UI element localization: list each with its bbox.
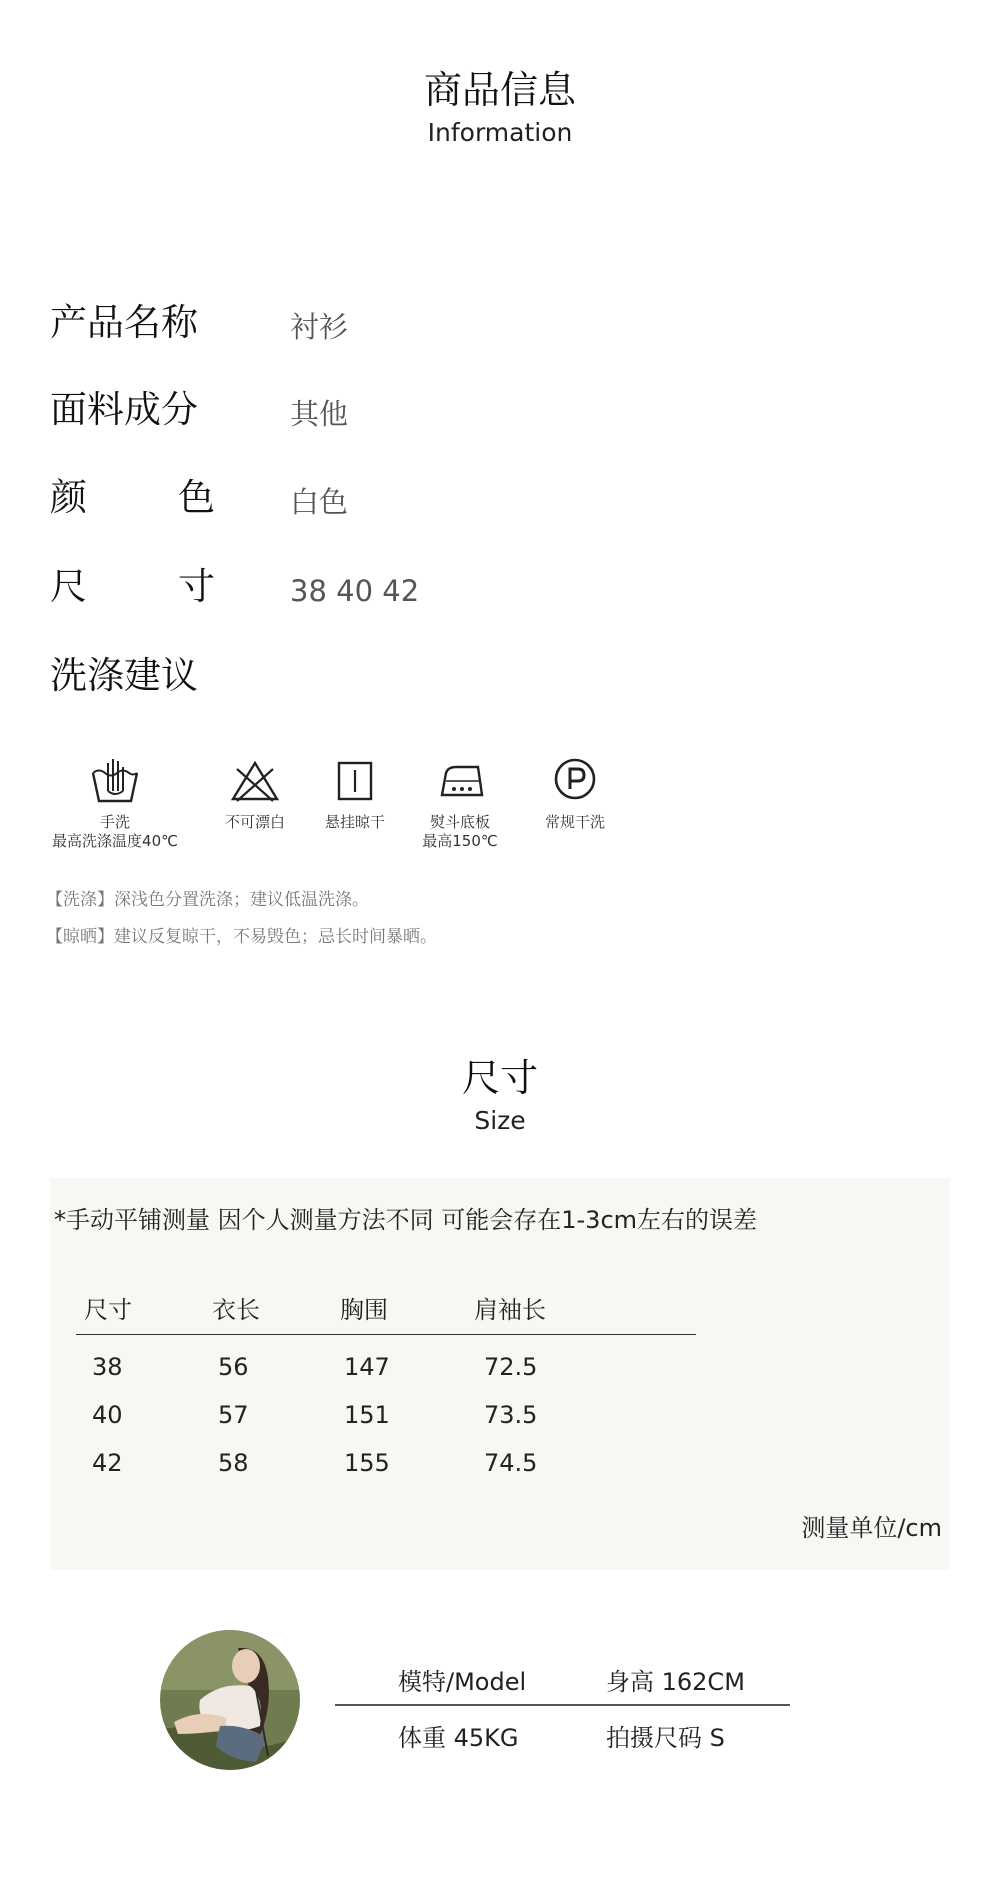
info-label: 产品名称 — [50, 301, 198, 344]
care-caption — [205, 813, 305, 832]
info-label-char: 颜 — [50, 476, 87, 519]
care-item-hand-wash — [40, 755, 190, 851]
care-caption — [405, 813, 515, 851]
no-bleach-icon — [227, 755, 283, 807]
table-cell: 73.5 — [484, 1401, 538, 1429]
info-section-title — [0, 70, 1000, 148]
care-caption-line: 悬挂晾干 — [324, 813, 385, 831]
info-value: 白色 — [290, 485, 349, 519]
info-label — [50, 473, 215, 523]
info-label-char: 尺 — [50, 565, 87, 608]
table-cell: 147 — [344, 1353, 390, 1381]
table-cell: 42 — [92, 1449, 123, 1477]
care-item-iron — [405, 755, 515, 851]
care-caption — [520, 813, 630, 832]
model-avatar — [160, 1630, 300, 1770]
dry-clean-p-icon — [549, 755, 601, 807]
size-title-zh: 尺寸 — [461, 1056, 538, 1100]
care-caption-line: 最高洗涤温度40℃ — [52, 832, 178, 850]
model-label: 模特/Model — [398, 1668, 527, 1696]
info-value: 38 40 42 — [290, 574, 420, 608]
info-title-en: Information — [427, 117, 573, 147]
size-unit: 测量单位/cm — [801, 1514, 942, 1542]
model-height: 身高 162CM — [606, 1668, 745, 1696]
model-weight: 体重 45KG — [398, 1724, 519, 1752]
model-size: 拍摄尺码 S — [606, 1724, 725, 1752]
size-table-header — [76, 1278, 696, 1335]
table-cell: 155 — [344, 1449, 390, 1477]
table-cell: 72.5 — [484, 1353, 538, 1381]
table-cell: 56 — [218, 1353, 249, 1381]
care-heading: 洗涤建议 — [50, 654, 198, 697]
size-table — [76, 1278, 696, 1487]
size-panel — [50, 1178, 950, 1570]
care-item-hang-dry — [305, 755, 405, 832]
column-header: 尺寸 — [84, 1296, 132, 1324]
model-block — [0, 1630, 1000, 1780]
table-cell: 151 — [344, 1401, 390, 1429]
info-row-material — [50, 385, 950, 435]
info-value: 其他 — [290, 397, 349, 431]
size-section-title — [0, 1058, 1000, 1136]
table-cell: 57 — [218, 1401, 249, 1429]
info-row-name — [50, 298, 950, 348]
care-caption — [40, 813, 190, 851]
info-row-color — [50, 473, 950, 523]
care-item-dry-clean — [520, 755, 630, 832]
info-title-zh: 商品信息 — [423, 68, 576, 112]
table-cell: 74.5 — [484, 1449, 538, 1477]
hand-wash-icon — [85, 755, 145, 807]
info-label-char: 寸 — [178, 565, 215, 608]
model-photo — [160, 1630, 300, 1770]
size-title-en: Size — [474, 1105, 526, 1135]
care-notes — [46, 882, 437, 956]
info-row-size — [50, 562, 950, 612]
column-header: 肩袖长 — [474, 1296, 546, 1324]
care-icons — [40, 755, 660, 865]
size-note: *手动平铺测量 因个人测量方法不同 可能会存在1-3cm左右的误差 — [54, 1206, 758, 1234]
table-row — [76, 1343, 696, 1391]
column-header: 衣长 — [212, 1296, 260, 1324]
care-caption-line: 常规干洗 — [544, 813, 605, 831]
info-value: 衬衫 — [290, 310, 349, 344]
care-caption-line: 最高150℃ — [422, 832, 498, 850]
iron-icon — [430, 755, 490, 807]
info-label: 面料成分 — [50, 388, 198, 431]
hang-dry-icon — [329, 755, 381, 807]
info-label — [50, 562, 215, 612]
info-label-char: 色 — [178, 476, 215, 519]
care-caption — [305, 813, 405, 832]
table-row — [76, 1439, 696, 1487]
table-row — [76, 1391, 696, 1439]
care-caption-line: 手洗 — [99, 813, 130, 831]
care-note: 【晾晒】建议反复晾干，不易毁色；忌长时间暴晒。 — [46, 927, 437, 947]
table-cell: 38 — [92, 1353, 123, 1381]
table-cell: 58 — [218, 1449, 249, 1477]
model-divider — [335, 1704, 790, 1706]
care-caption-line: 不可漂白 — [224, 813, 285, 831]
care-note: 【洗涤】深浅色分置洗涤；建议低温洗涤。 — [46, 890, 369, 910]
care-item-no-bleach — [205, 755, 305, 832]
table-cell: 40 — [92, 1401, 123, 1429]
care-caption-line: 熨斗底板 — [429, 813, 490, 831]
column-header: 胸围 — [340, 1296, 388, 1324]
